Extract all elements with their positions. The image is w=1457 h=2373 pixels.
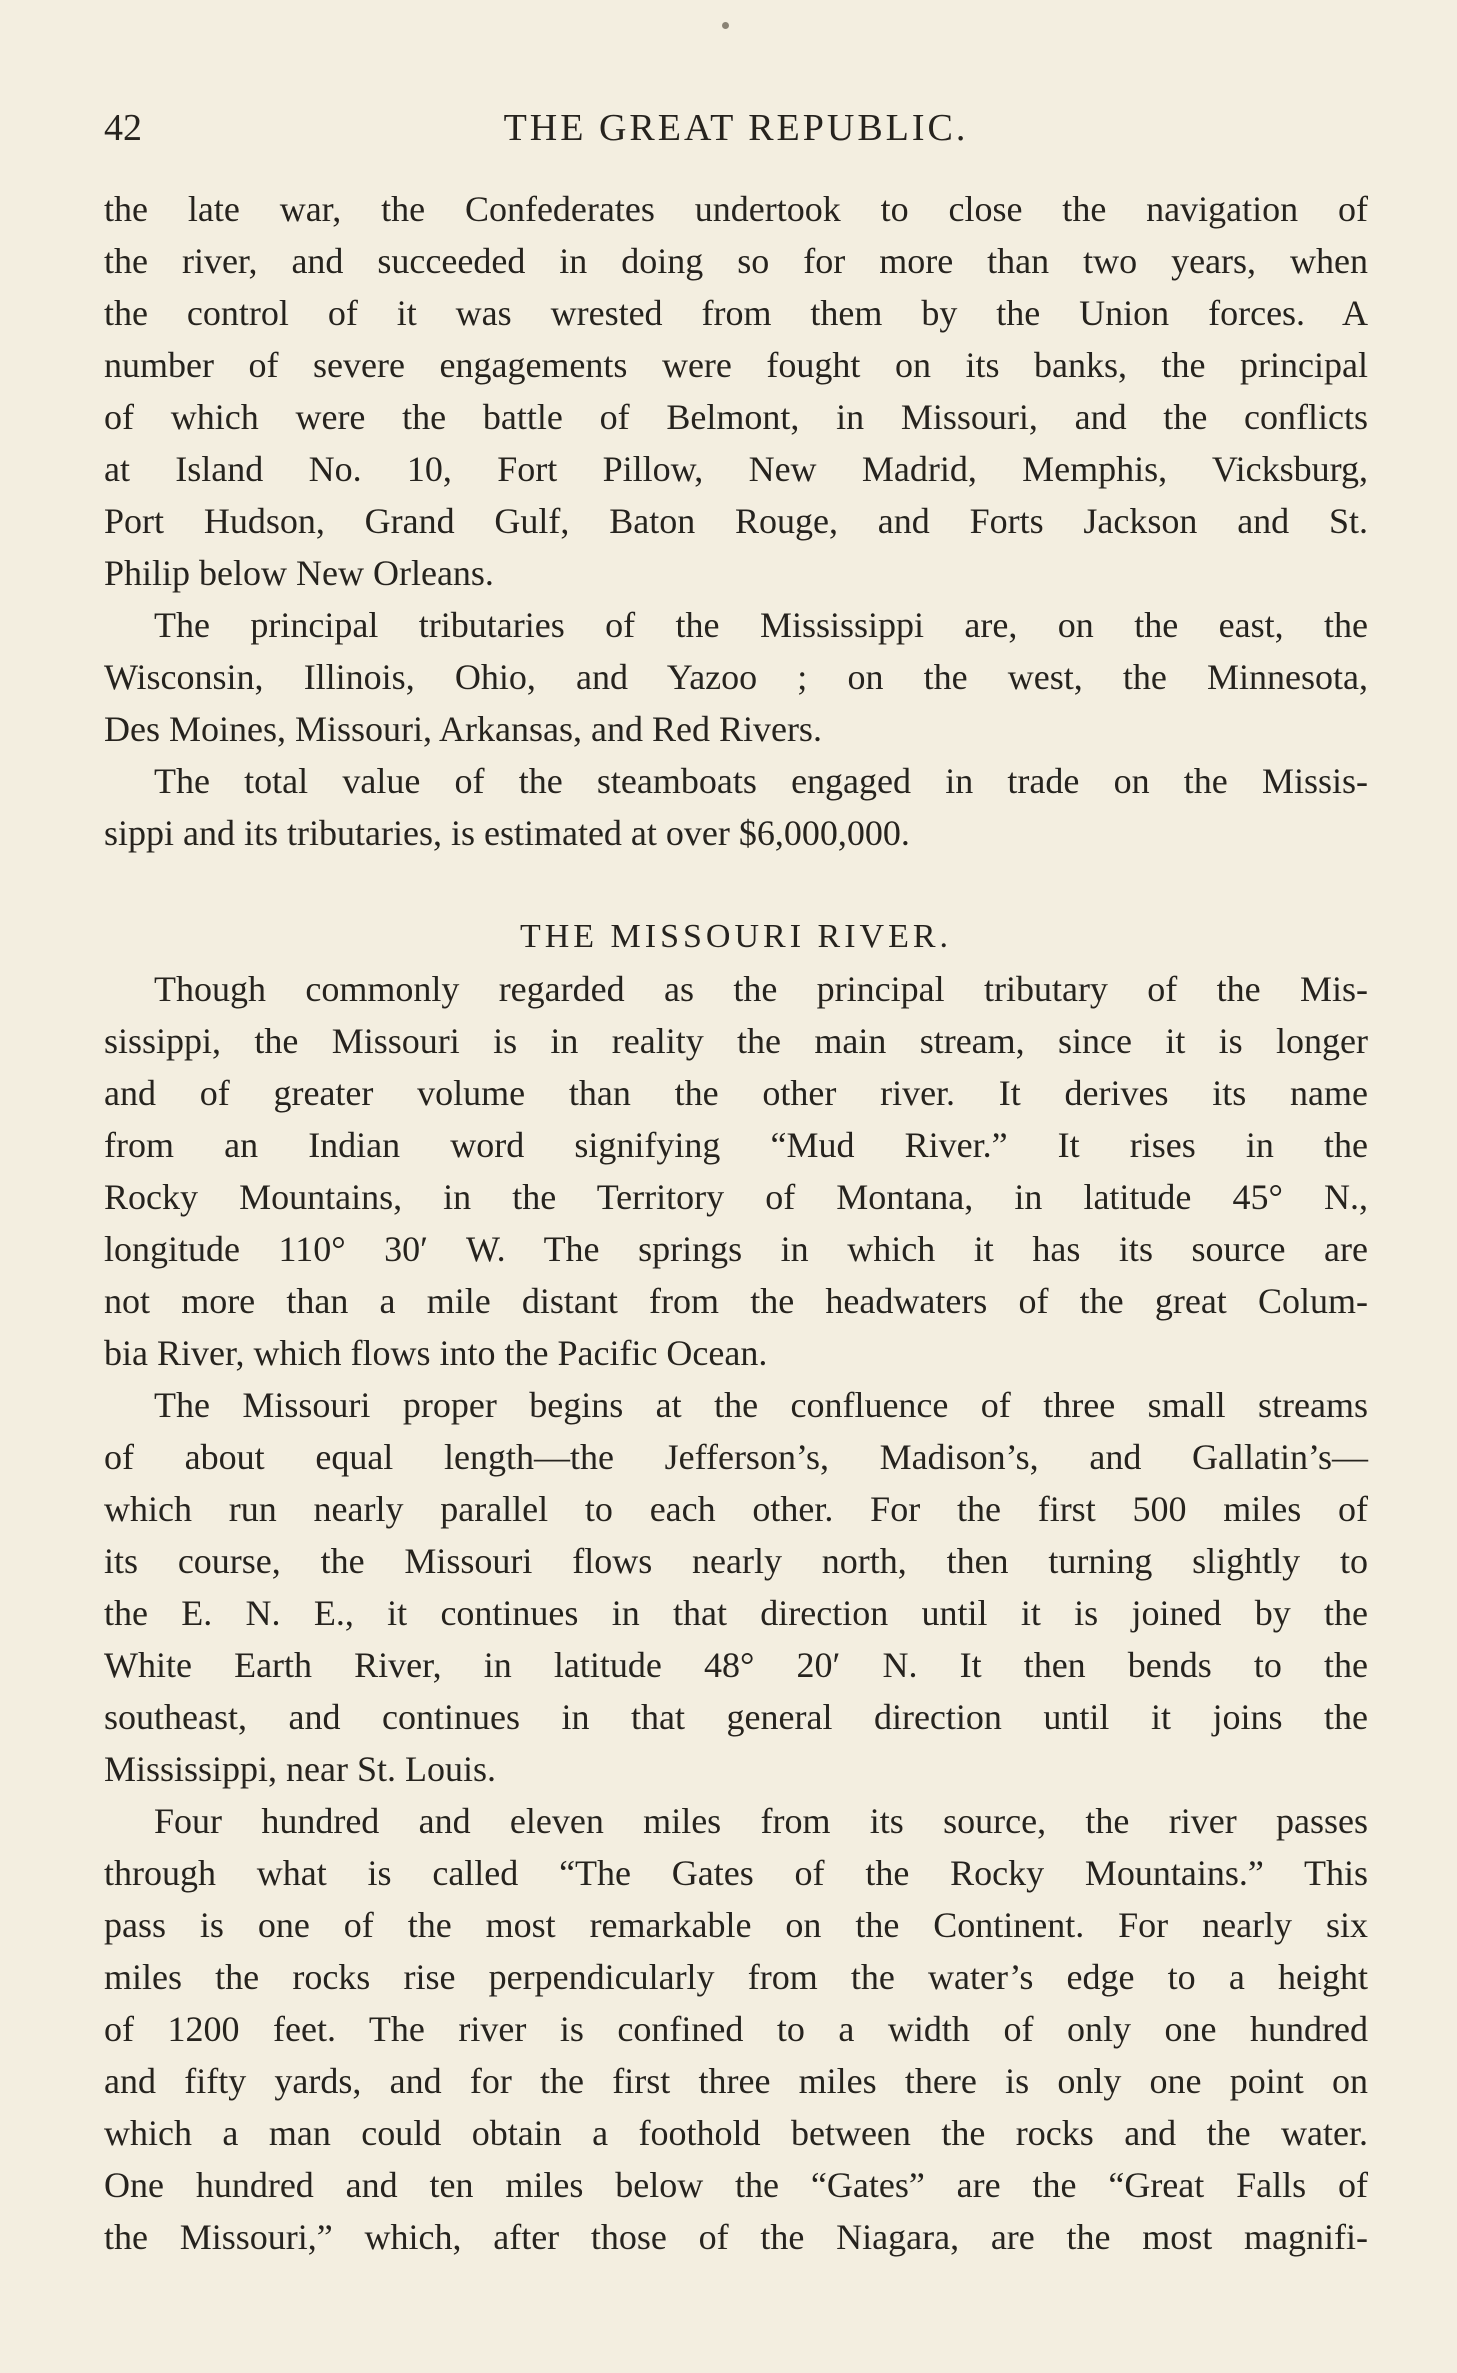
- text-line: bia River, which flows into the Pacific Ocean.: [104, 1333, 768, 1373]
- text-line: the E. N. E., it continues in that direction until it is joined by the: [104, 1593, 1368, 1633]
- text-line: its course, the Missouri flows nearly north, then turning slightly to: [104, 1541, 1368, 1581]
- text-line: the Missouri,” which, after those of the Niagara, are the most magnifi-: [104, 2217, 1368, 2257]
- text-line: sippi and its tributaries, is estimated at over $6,000,000.: [104, 813, 910, 853]
- text-line: White Earth River, in latitude 48° 20′ N. It then bends to the: [104, 1645, 1368, 1685]
- body-text: [104, 183, 1368, 2263]
- text-line: The Missouri proper begins at the confluence of three small streams: [154, 1385, 1368, 1425]
- text-line: which run nearly parallel to each other. For the first 500 miles of: [104, 1489, 1368, 1529]
- text-line: miles the rocks rise perpendicularly from the water’s edge to a height: [104, 1957, 1368, 1997]
- text-line: Four hundred and eleven miles from its source, the river passes: [154, 1801, 1368, 1841]
- text-line: at Island No. 10, Fort Pillow, New Madrid, Memphis, Vicksburg,: [104, 449, 1368, 489]
- text-line: and fifty yards, and for the first three miles there is only one point on: [104, 2061, 1368, 2101]
- printer-mark: [722, 22, 729, 29]
- text-line: Rocky Mountains, in the Territory of Montana, in latitude 45° N.,: [104, 1177, 1368, 1217]
- text-line: which a man could obtain a foothold between the rocks and the water.: [104, 2113, 1368, 2153]
- text-line: pass is one of the most remarkable on the Continent. For nearly six: [104, 1905, 1368, 1945]
- text-line: number of severe engagements were fought on its banks, the principal: [104, 345, 1368, 385]
- text-line: The principal tributaries of the Mississippi are, on the east, the: [154, 605, 1368, 645]
- text-line: One hundred and ten miles below the “Gates” are the “Great Falls of: [104, 2165, 1368, 2205]
- text-line: southeast, and continues in that general direction until it joins the: [104, 1697, 1368, 1737]
- running-title: THE GREAT REPUBLIC.: [503, 107, 969, 149]
- text-line: Philip below New Orleans.: [104, 553, 494, 593]
- text-line: and of greater volume than the other river. It derives its name: [104, 1073, 1368, 1113]
- text-line: Wisconsin, Illinois, Ohio, and Yazoo ; on the west, the Minnesota,: [104, 657, 1368, 697]
- text-line: sissippi, the Missouri is in reality the main stream, since it is longer: [104, 1021, 1368, 1061]
- text-line: longitude 110° 30′ W. The springs in which it has its source are: [104, 1229, 1368, 1269]
- text-line: through what is called “The Gates of the Rocky Mountains.” This: [104, 1853, 1368, 1893]
- text-line: of 1200 feet. The river is confined to a width of only one hundred: [104, 2009, 1368, 2049]
- text-line: the late war, the Confederates undertook to close the navigation of: [104, 189, 1368, 229]
- text-line: Des Moines, Missouri, Arkansas, and Red Rivers.: [104, 709, 822, 749]
- text-line: the control of it was wrested from them by the Union forces. A: [104, 293, 1368, 333]
- text-line: The total value of the steamboats engaged in trade on the Missis-: [154, 761, 1368, 801]
- text-line: the river, and succeeded in doing so for more than two years, when: [104, 241, 1368, 281]
- section-heading: THE MISSOURI RIVER.: [519, 918, 953, 955]
- text-line: of about equal length—the Jefferson’s, Madison’s, and Gallatin’s—: [104, 1437, 1368, 1477]
- text-line: of which were the battle of Belmont, in Missouri, and the conflicts: [104, 397, 1368, 437]
- page-number: 42: [104, 107, 142, 149]
- text-line: from an Indian word signifying “Mud River.” It rises in the: [104, 1125, 1368, 1165]
- text-line: Though commonly regarded as the principal tributary of the Mis-: [154, 969, 1368, 1009]
- text-line: Port Hudson, Grand Gulf, Baton Rouge, and Forts Jackson and St.: [104, 501, 1368, 541]
- text-line: Mississippi, near St. Louis.: [104, 1749, 497, 1789]
- text-line: not more than a mile distant from the headwaters of the great Colum-: [104, 1281, 1368, 1321]
- page-header: [104, 98, 1368, 158]
